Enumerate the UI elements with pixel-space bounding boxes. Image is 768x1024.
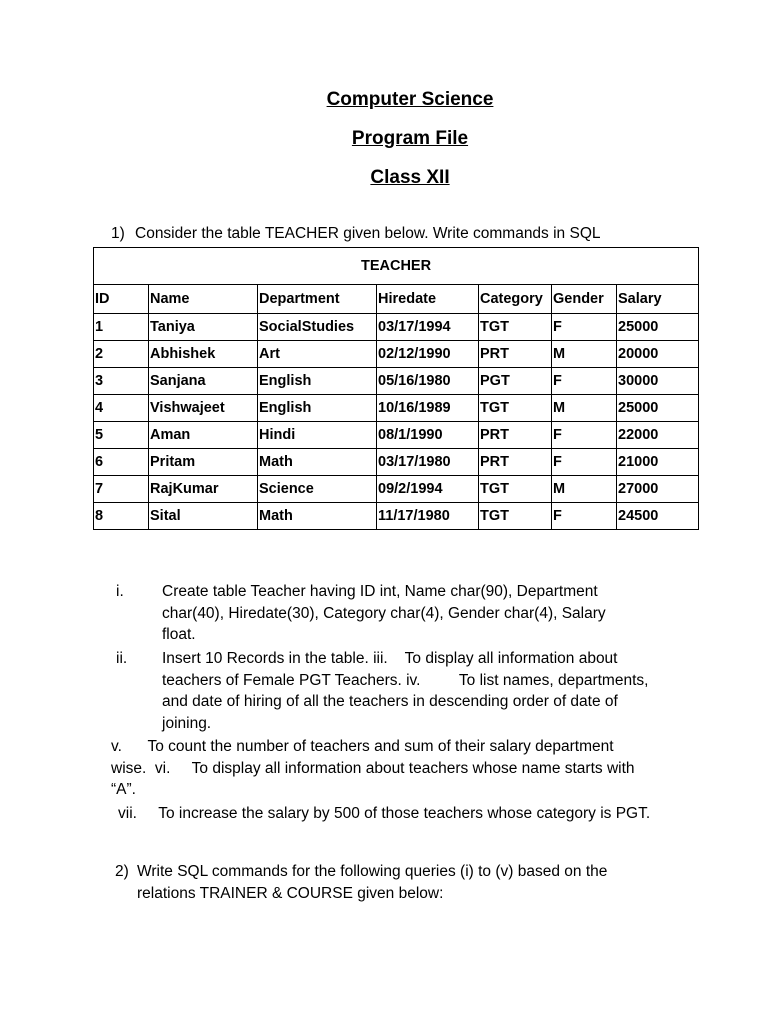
table-cell: 2	[94, 341, 149, 368]
item-ii-text	[162, 648, 648, 734]
table-cell: F	[552, 422, 617, 449]
table-cell: 11/17/1980	[377, 503, 479, 530]
table-cell: 09/2/1994	[377, 476, 479, 503]
table-row	[94, 314, 699, 341]
item-ii-line1: Insert 10 Records in the table. iii. To display all information about	[162, 650, 618, 667]
column-header: Department	[258, 285, 377, 314]
item-vii-number: vii.	[118, 805, 137, 822]
item-i-line3: float.	[162, 626, 196, 643]
item-ii-line2: teachers of Female PGT Teachers. iv. To list names, departments,	[162, 671, 649, 689]
table-cell: English	[258, 395, 377, 422]
table-cell: 5	[94, 422, 149, 449]
table-cell: 6	[94, 449, 149, 476]
item-i-line1: Create table Teacher having ID int, Name char(90), Department	[162, 583, 598, 600]
question-2-line2: relations TRAINER & COURSE given below:	[137, 884, 444, 902]
question-2-number: 2)	[115, 863, 129, 880]
column-header: ID	[94, 285, 149, 314]
table-cell: PRT	[479, 341, 552, 368]
table-cell: Math	[258, 503, 377, 530]
item-i-number: i.	[116, 583, 124, 600]
item-vii-text: To increase the salary by 500 of those teachers whose category is PGT.	[158, 805, 651, 822]
question-1-text: Consider the table TEACHER given below. Write commands in SQL	[135, 225, 601, 242]
table-cell: PRT	[479, 449, 552, 476]
teacher-table	[93, 247, 699, 530]
table-row	[94, 503, 699, 530]
table-cell: English	[258, 368, 377, 395]
column-header: Category	[479, 285, 552, 314]
table-cell: Aman	[149, 422, 258, 449]
table-cell: TGT	[479, 503, 552, 530]
table-cell: 7	[94, 476, 149, 503]
page-subtitle: Program File	[351, 128, 469, 149]
table-cell: PGT	[479, 368, 552, 395]
item-ii-line3: and date of hiring of all the teachers in descending order of date of	[162, 693, 618, 710]
table-cell: M	[552, 341, 617, 368]
table-cell: 02/12/1990	[377, 341, 479, 368]
table-cell: F	[552, 368, 617, 395]
table-cell: 03/17/1994	[377, 314, 479, 341]
table-cell: Abhishek	[149, 341, 258, 368]
table-cell: TGT	[479, 395, 552, 422]
table-cell: Vishwajeet	[149, 395, 258, 422]
table-cell: Science	[258, 476, 377, 503]
table-cell: 4	[94, 395, 149, 422]
table-row	[94, 476, 699, 503]
table-cell: 21000	[617, 449, 699, 476]
column-header: Name	[149, 285, 258, 314]
table-cell: 22000	[617, 422, 699, 449]
page-title: Computer Science	[326, 89, 494, 110]
question-2-line1: Write SQL commands for the following queries (i) to (v) based on the	[137, 863, 608, 880]
table-body	[94, 314, 699, 530]
table-cell: RajKumar	[149, 476, 258, 503]
item-i-text	[162, 581, 606, 646]
table-cell: 30000	[617, 368, 699, 395]
table-row	[94, 449, 699, 476]
table-cell: 03/17/1980	[377, 449, 479, 476]
column-header: Salary	[617, 285, 699, 314]
table-cell: 05/16/1980	[377, 368, 479, 395]
table-cell: TGT	[479, 476, 552, 503]
item-v-line2: wise. vi. To display all information about teachers whose name starts with	[111, 759, 635, 777]
table-cell: F	[552, 314, 617, 341]
table-cell: Taniya	[149, 314, 258, 341]
table-cell: 27000	[617, 476, 699, 503]
item-v-text	[111, 736, 635, 801]
table-cell: 20000	[617, 341, 699, 368]
table-cell: 1	[94, 314, 149, 341]
table-cell: Sanjana	[149, 368, 258, 395]
item-v-line1: v. To count the number of teachers and sum of their salary department	[111, 738, 614, 755]
table-cell: SocialStudies	[258, 314, 377, 341]
question-1-number: 1)	[111, 225, 125, 242]
item-i-line2: char(40), Hiredate(30), Category char(4), Gender char(4), Salary	[162, 604, 606, 622]
table-row	[94, 368, 699, 395]
item-vii	[118, 803, 650, 825]
item-ii-line4: joining.	[162, 714, 212, 732]
table-cell: TGT	[479, 314, 552, 341]
table-cell: Math	[258, 449, 377, 476]
table-cell: M	[552, 476, 617, 503]
table-row	[94, 395, 699, 422]
table-cell: F	[552, 503, 617, 530]
table-cell: F	[552, 449, 617, 476]
column-header: Gender	[552, 285, 617, 314]
class-heading: Class XII	[370, 167, 450, 188]
table-cell: 08/1/1990	[377, 422, 479, 449]
table-cell: 3	[94, 368, 149, 395]
table-cell: Art	[258, 341, 377, 368]
item-v-line3: “A”.	[111, 781, 136, 798]
table-cell: 25000	[617, 314, 699, 341]
table-header-row	[94, 285, 699, 314]
question-2	[115, 861, 607, 904]
table-cell: M	[552, 395, 617, 422]
table-row	[94, 422, 699, 449]
table-cell: PRT	[479, 422, 552, 449]
table-cell: 25000	[617, 395, 699, 422]
item-ii-number: ii.	[116, 650, 128, 667]
table-cell: Pritam	[149, 449, 258, 476]
table-caption: TEACHER	[94, 248, 699, 285]
question-1	[111, 225, 601, 243]
table-cell: 24500	[617, 503, 699, 530]
table-cell: 10/16/1989	[377, 395, 479, 422]
table-cell: Sital	[149, 503, 258, 530]
table-cell: 8	[94, 503, 149, 530]
table-row	[94, 341, 699, 368]
column-header: Hiredate	[377, 285, 479, 314]
table-cell: Hindi	[258, 422, 377, 449]
